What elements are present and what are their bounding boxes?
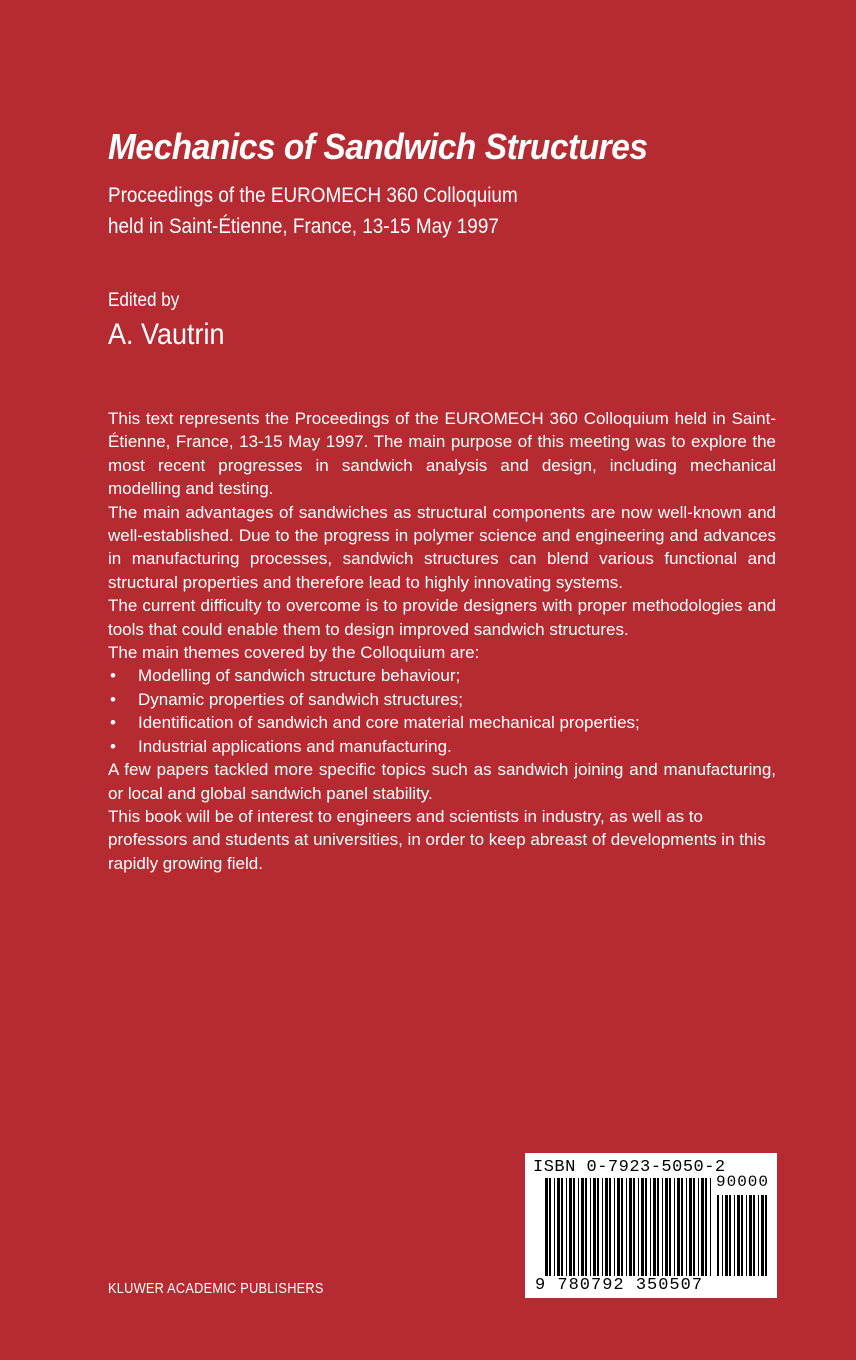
- subtitle-line: held in Saint-Étienne, France, 13-15 May 1997: [108, 215, 499, 238]
- isbn-barcode: [525, 1153, 777, 1298]
- barcode-stripe: [573, 1178, 575, 1276]
- barcode-stripe: [758, 1195, 759, 1276]
- barcode-stripe: [729, 1195, 731, 1276]
- book-subtitle: [108, 180, 518, 242]
- barcode-stripe: [698, 1178, 699, 1276]
- barcode-stripe: [641, 1178, 644, 1276]
- barcode-stripe: [761, 1195, 764, 1276]
- theme-item: [108, 688, 776, 711]
- barcode-stripe: [693, 1178, 695, 1276]
- description-paragraph: The current difficulty to overcome is to provide designers with proper methodologies and tools that could enable them to design improved sandwich structures.: [108, 596, 776, 639]
- barcode-stripe: [746, 1195, 747, 1276]
- barcode-addon-bars: [717, 1195, 769, 1276]
- barcode-stripe: [645, 1178, 647, 1276]
- barcode-stripe: [689, 1178, 692, 1276]
- barcode-stripe: [725, 1195, 728, 1276]
- barcode-bars: [545, 1178, 713, 1276]
- barcode-stripe: [569, 1178, 572, 1276]
- description-paragraph: A few papers tackled more specific topics such as sandwich joining and manufacturing, or local and global sandwich panel stability.: [108, 760, 776, 803]
- theme-item: [108, 735, 776, 758]
- themes-list: [108, 664, 776, 758]
- price-addon-code: 90000: [715, 1173, 769, 1191]
- barcode-stripe: [701, 1178, 704, 1276]
- barcode-stripe: [561, 1178, 563, 1276]
- editor-name: A. Vautrin: [108, 318, 225, 351]
- barcode-stripe: [669, 1178, 671, 1276]
- theme-text: Industrial applications and manufacturing.: [138, 736, 452, 756]
- barcode-stripe: [674, 1178, 675, 1276]
- bullet-icon: •: [110, 689, 116, 709]
- barcode-stripe: [545, 1178, 548, 1276]
- publisher-name: KLUWER ACADEMIC PUBLISHERS: [108, 1280, 324, 1297]
- isbn-number: ISBN 0-7923-5050-2: [533, 1158, 726, 1177]
- description-paragraph: The main advantages of sandwiches as structural components are now well-known and well-established. Due to the progress in polymer science and engineering and advances in manufacturing processes, sandwich structures can blend various functional and structural properties and therefore lead to highly innovating systems.: [108, 502, 776, 592]
- barcode-stripe: [626, 1178, 627, 1276]
- barcode-stripe: [633, 1178, 635, 1276]
- bullet-icon: •: [110, 666, 116, 686]
- theme-text: Modelling of sandwich structure behaviour;: [138, 666, 461, 686]
- barcode-stripe: [581, 1178, 584, 1276]
- theme-item: [108, 664, 776, 687]
- theme-text: Identification of sandwich and core material mechanical properties;: [138, 713, 640, 733]
- bullet-icon: •: [110, 713, 116, 733]
- barcode-stripe: [749, 1195, 752, 1276]
- bullet-icon: •: [110, 736, 116, 756]
- barcode-stripe: [681, 1178, 683, 1276]
- description-paragraph: This book will be of interest to engineers and scientists in industry, as well as to professors and students at universities, in order to keep abreast of developments in this rapidly growing field.: [108, 806, 766, 873]
- barcode-stripe: [578, 1178, 579, 1276]
- barcode-stripe: [737, 1195, 740, 1276]
- barcode-stripe: [653, 1178, 656, 1276]
- barcode-stripe: [765, 1195, 767, 1276]
- barcode-stripe: [549, 1178, 551, 1276]
- barcode-stripe: [753, 1195, 755, 1276]
- barcode-stripe: [605, 1178, 608, 1276]
- barcode-stripe: [554, 1178, 555, 1276]
- book-title: Mechanics of Sandwich Structures: [108, 126, 648, 167]
- ean-number: 9 780792 350507: [535, 1276, 704, 1295]
- barcode-stripe: [657, 1178, 659, 1276]
- barcode-stripe: [557, 1178, 560, 1276]
- subtitle-line: Proceedings of the EUROMECH 360 Colloquium: [108, 184, 518, 207]
- book-description: [108, 407, 776, 875]
- barcode-stripe: [638, 1178, 639, 1276]
- barcode-stripe: [650, 1178, 651, 1276]
- barcode-stripe: [665, 1178, 668, 1276]
- description-paragraph: This text represents the Proceedings of the EUROMECH 360 Colloquium held in Saint-Étienne, France, 13-15 May 1997. The main purpose of this meeting was to explore the most recent progresses in sandwich analysis and design, including mechanical modelling and testing.: [108, 409, 776, 499]
- barcode-stripe: [686, 1178, 687, 1276]
- barcode-stripe: [614, 1178, 615, 1276]
- barcode-stripe: [717, 1195, 719, 1276]
- barcode-stripe: [602, 1178, 603, 1276]
- barcode-stripe: [593, 1178, 596, 1276]
- barcode-stripe: [609, 1178, 611, 1276]
- barcode-stripe: [705, 1178, 707, 1276]
- barcode-stripe: [722, 1195, 723, 1276]
- themes-intro: The main themes covered by the Colloquium are:: [108, 643, 480, 663]
- barcode-stripe: [662, 1178, 663, 1276]
- barcode-stripe: [590, 1178, 591, 1276]
- barcode-stripe: [597, 1178, 599, 1276]
- barcode-stripe: [585, 1178, 587, 1276]
- theme-text: Dynamic properties of sandwich structures;: [138, 689, 464, 709]
- barcode-stripe: [566, 1178, 567, 1276]
- barcode-stripe: [710, 1178, 711, 1276]
- barcode-stripe: [741, 1195, 743, 1276]
- barcode-stripe: [617, 1178, 620, 1276]
- edited-by-label: Edited by: [108, 290, 180, 311]
- barcode-stripe: [734, 1195, 735, 1276]
- barcode-stripe: [621, 1178, 623, 1276]
- theme-item: [108, 711, 776, 734]
- barcode-stripe: [629, 1178, 632, 1276]
- barcode-stripe: [677, 1178, 680, 1276]
